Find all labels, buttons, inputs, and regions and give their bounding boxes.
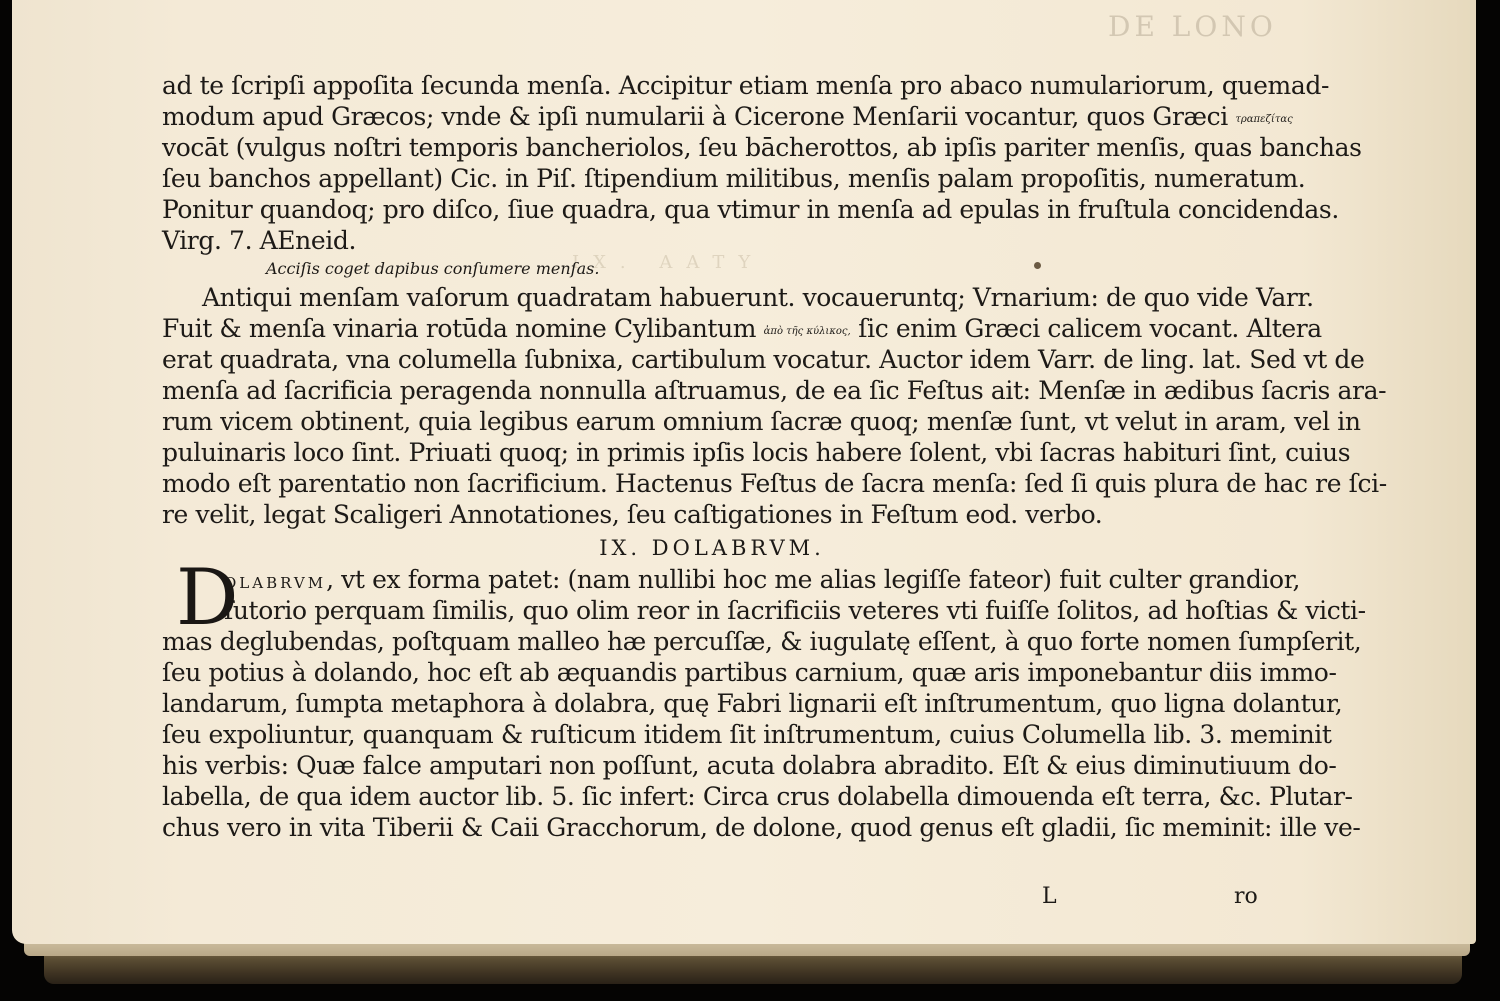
paragraph-dolabrum xyxy=(162,553,1366,843)
small-caps-word: OLABRVM xyxy=(224,574,327,592)
greek-term: ἀπὸ τῆς κύλικος, xyxy=(763,326,851,337)
text-line: ſeu potius à dolando, hoc eſt ab æquandis partibus carnium, quæ aris imponebantur diis immo- xyxy=(162,658,1337,687)
text-segment: , vt ex forma patet: (nam nullibi hoc me alias legiſſe fateor) fuit culter grandior, xyxy=(326,565,1301,594)
text-line: Virg. 7. AEneid. xyxy=(162,226,357,255)
text-line: landarum, ſumpta metaphora à dolabra, quę Fabri lignarii eſt inſtrumentum, quo ligna dolantur, xyxy=(162,689,1343,718)
main-text-block xyxy=(162,70,1387,843)
text-segment: Fuit & menſa vinaria rotūda nomine Cylibantum xyxy=(162,314,757,343)
greek-term: τραπεζίτας xyxy=(1235,114,1293,125)
text-line: erat quadrata, vna columella ſubnixa, cartibulum vocatur. Auctor idem Varr. de ling. lat. Sed vt de xyxy=(162,345,1365,374)
signature-mark: L xyxy=(1042,884,1057,909)
paragraph-antiqui xyxy=(162,282,1387,530)
text-line: ſeu banchos appellant) Cic. in Piſ. ſtipendium militibus, menſis palam propoſitis, numeratum. xyxy=(162,164,1306,193)
text-line: his verbis: Quæ falce amputari non poſſunt, acuta dolabra abradito. Eſt & eius diminutiuum do- xyxy=(162,751,1337,780)
text-segment: ſic enim Græci calicem vocant. Altera xyxy=(858,314,1322,343)
text-line: ſutorio perquam ſimilis, quo olim reor in ſacrificiis veteres vti fuiſſe ſolitos, ad hoſtias & victi- xyxy=(224,596,1366,625)
section-heading: IX. DOLABRVM. xyxy=(599,536,825,560)
text-line: Ponitur quandoq; pro diſco, ſiue quadra, qua vtimur in menſa ad epulas in fruſtula concidendas. xyxy=(162,195,1339,224)
paragraph-mensa-continued xyxy=(162,70,1362,256)
text-line: ad te ſcripſi appoſita ſecunda menſa. Accipitur etiam menſa pro abaco numulariorum, quemad- xyxy=(162,71,1329,100)
text-line: chus vero in vita Tiberii & Caii Gracchorum, de dolone, quod genus eſt gladii, ſic meminit: ille ve- xyxy=(162,813,1361,842)
text-line: puluinaris loco ſint. Priuati quoq; in primis ipſis locis habere ſolent, vbi ſacras habituri ſint, cuius xyxy=(162,438,1351,467)
book-page xyxy=(12,0,1476,944)
text-line: Antiqui menſam vaſorum quadratam habuerunt. vocaueruntq; Vrnarium: de quo vide Varr. xyxy=(202,283,1314,312)
catchword: ro xyxy=(1234,884,1258,909)
text-line xyxy=(162,101,1293,132)
bleed-through-text: IX. AATY xyxy=(572,252,765,273)
text-line: labella, de qua idem auctor lib. 5. ſic infert: Circa crus dolabella dimouenda eſt terra, &c. Plutar- xyxy=(162,782,1353,811)
text-line xyxy=(162,564,1301,595)
text-line: re velit, legat Scaligeri Annotationes, ſeu caſtigationes in Feſtum eod. verbo. xyxy=(162,500,1103,529)
verse-quote: Acciſis coget dapibus conſumere menſas. xyxy=(266,259,600,278)
text-line: modo eſt parentatio non ſacrificium. Hactenus Feſtus de ſacra menſa: ſed ſi quis plura de hac re ſci- xyxy=(162,469,1387,498)
text-line: vocāt (vulgus noſtri temporis bancheriolos, ſeu bācherottos, ab ipſis pariter menſis, quas banchas xyxy=(162,133,1362,162)
text-segment: modum apud Græcos; vnde & ipſi numularii à Cicerone Menſarii vocantur, quos Græci xyxy=(162,102,1228,131)
text-line xyxy=(162,313,1322,344)
text-line: rum vicem obtinent, quia legibus earum omnium ſacræ quoq; menſæ ſunt, vt velut in aram, vel in xyxy=(162,407,1361,436)
text-line: ſeu expoliuntur, quanquam & ruſticum itidem ſit inſtrumentum, cuius Columella lib. 3. meminit xyxy=(162,720,1332,749)
text-line: mas deglubendas, poſtquam malleo hæ percuſſæ, & iugulatę eſſent, à quo forte nomen ſumpſerit, xyxy=(162,627,1362,656)
drop-cap-letter: D xyxy=(176,553,239,643)
running-head-bleed: DE LONO xyxy=(1108,10,1277,43)
text-line: menſa ad ſacrificia peragenda nonnulla aſtruamus, de ea ſic Feſtus ait: Menſæ in ædibus ſacris ara- xyxy=(162,376,1387,405)
